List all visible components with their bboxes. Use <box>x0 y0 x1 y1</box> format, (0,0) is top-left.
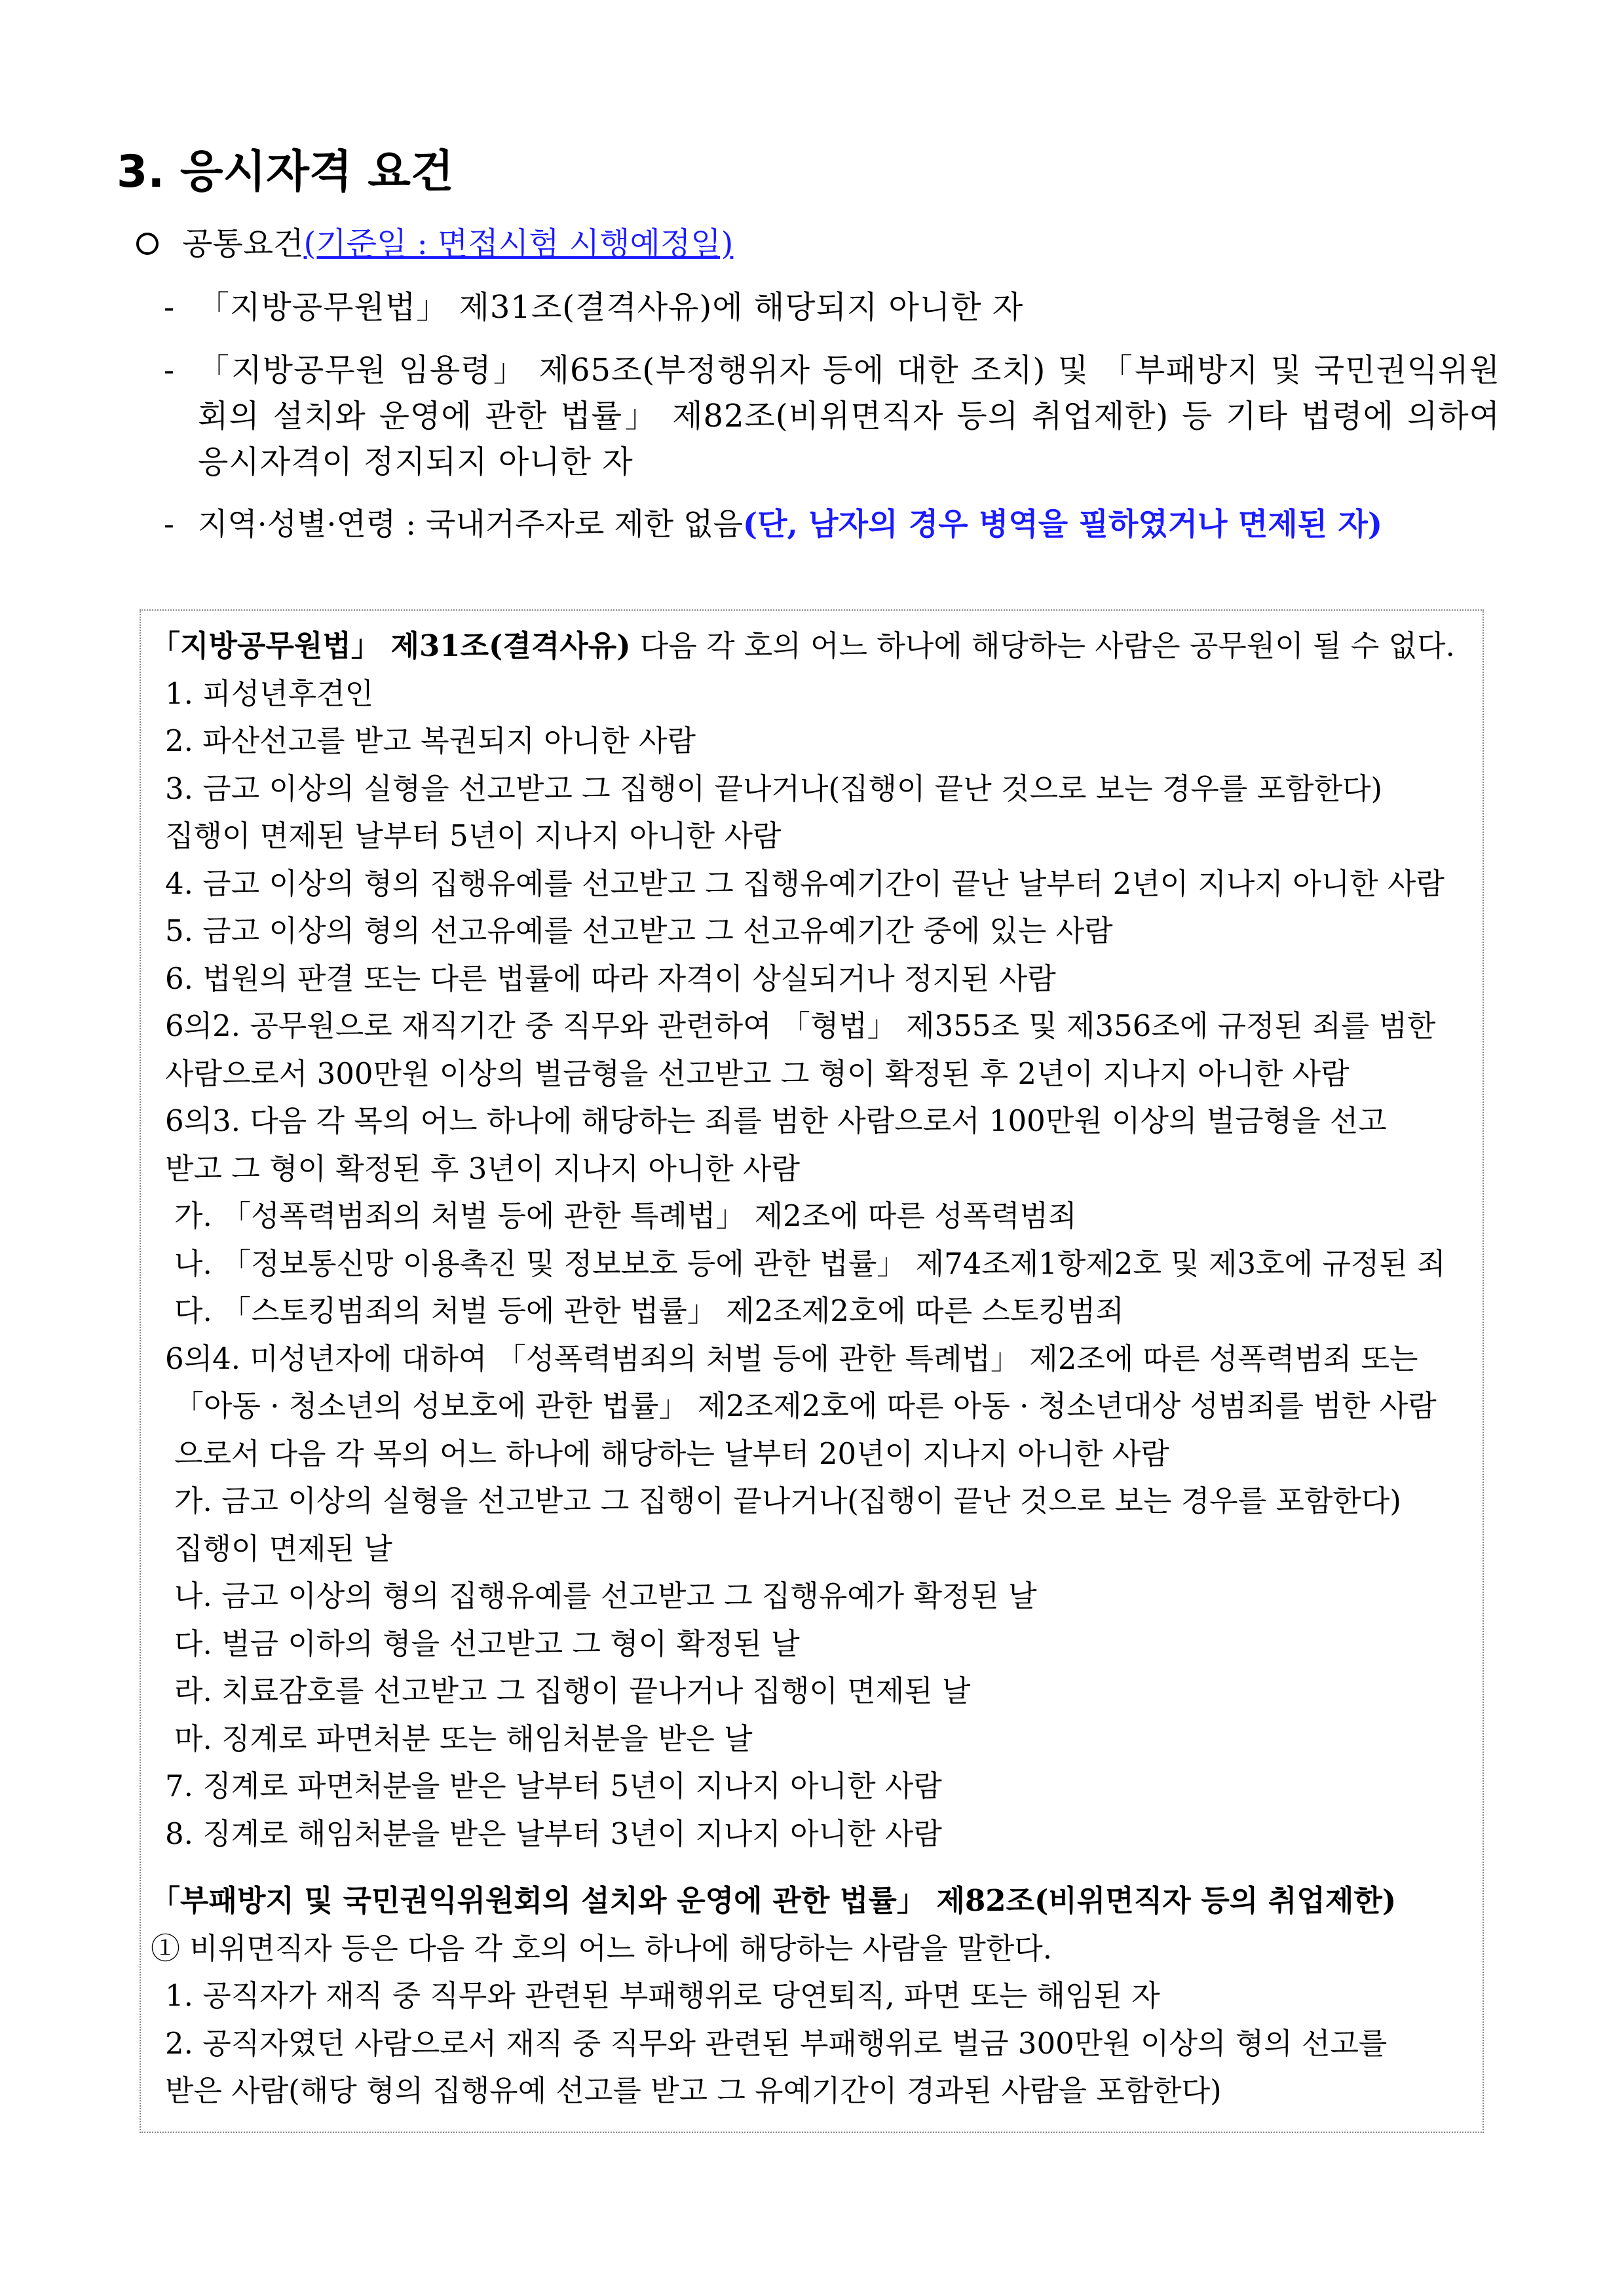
circle-bullet-icon <box>136 233 159 255</box>
article31-line: 다. 벌금 이하의 형을 선고받고 그 형이 확정된 날 <box>174 1626 800 1661</box>
article31-line: 「아동 · 청소년의 성보호에 관한 법률」 제2조제2호에 따른 아동 · 청소년대상 성범죄를 범한 사람 <box>174 1388 1437 1423</box>
article31-line: 마. 징계로 파면처분 또는 해임처분을 받은 날 <box>174 1721 753 1756</box>
requirements-list <box>157 284 1500 565</box>
article31-line: 3. 금고 이상의 실형을 선고받고 그 집행이 끝나거나(집행이 끝난 것으로 보는 경우를 포함한다) <box>165 771 1383 806</box>
dash-bullet: - <box>164 507 174 543</box>
article82-line: ① 비위면직자 등은 다음 각 호의 어느 하나에 해당하는 사람을 말한다. <box>151 1930 1053 1966</box>
article31-line: 6의3. 다음 각 목의 어느 하나에 해당하는 죄를 범한 사람으로서 100만원 이상의 벌금형을 선고 <box>165 1103 1387 1138</box>
article31-line: 받고 그 형이 확정된 후 3년이 지나지 아니한 사람 <box>165 1151 800 1186</box>
dash-bullet: - <box>164 352 176 389</box>
requirement-item <box>157 347 1500 485</box>
article31-line: 6의4. 미성년자에 대하여 「성폭력범죄의 처벌 등에 관한 특례법」 제2조에 따른 성폭력범죄 또는 <box>165 1341 1418 1376</box>
article31-intro: 다음 각 호의 어느 하나에 해당하는 사람은 공무원이 될 수 없다. <box>630 628 1455 663</box>
article31-line: 나. 「정보통신망 이용촉진 및 정보보호 등에 관한 법률」 제74조제1항제2호 및 제3호에 규정된 죄 <box>174 1246 1446 1281</box>
requirement-emphasis: (단, 남자의 경우 병역을 필하였거나 면제된 자) <box>742 507 1383 543</box>
article82-line: 2. 공직자였던 사람으로서 재직 중 직무와 관련된 부패행위로 벌금 300만원 이상의 형의 선고를 <box>165 2025 1388 2061</box>
article31-line: 1. 피성년후견인 <box>165 676 374 711</box>
article31-line: 다. 「스토킹범죄의 처벌 등에 관한 법률」 제2조제2호에 따른 스토킹범죄 <box>174 1293 1124 1328</box>
article82-line: 받은 사람(해당 형의 집행유예 선고를 받고 그 유예기간이 경과된 사람을 포함한다) <box>165 2073 1222 2108</box>
article31-line: 으로서 다음 각 목의 어느 하나에 해당하는 날부터 20년이 지나지 아니한 사람 <box>174 1436 1169 1471</box>
article31-line: 가. 「성폭력범죄의 처벌 등에 관한 특례법」 제2조에 따른 성폭력범죄 <box>174 1198 1077 1233</box>
common-requirements-heading <box>136 218 733 270</box>
requirement-item <box>157 502 1500 548</box>
basis-date-note: (기준일 : 면접시험 시행예정일) <box>303 225 734 262</box>
article82-title: 「부패방지 및 국민권익위원회의 설치와 운영에 관한 법률」 제82조(비위면직자 등의 취업제한) <box>151 1883 1397 1918</box>
article31-line: 4. 금고 이상의 형의 집행유예를 선고받고 그 집행유예기간이 끝난 날부터 2년이 지나지 아니한 사람 <box>165 866 1445 901</box>
article31-line: 라. 치료감호를 선고받고 그 집행이 끝나거나 집행이 면제된 날 <box>174 1674 971 1708</box>
section-title: 3. 응시자격 요건 <box>117 146 454 198</box>
article82-heading <box>151 1877 1464 1925</box>
article31-line: 6의2. 공무원으로 재직기간 중 직무와 관련하여 「형법」 제355조 및 제356조에 규정된 죄를 범한 <box>165 1008 1436 1043</box>
requirement-text: 「지방공무원 임용령」 제65조(부정행위자 등에 대한 조치) 및 「부패방지 및 국민권익위원회의 설치와 운영에 관한 법률」 제82조(비위면직자 등의 취업제한) 등 기타 법령에 의하여 응시자격이 정지되지 아니한 자 <box>198 352 1500 480</box>
requirement-text: 「지방공무원법」 제31조(결격사유)에 해당되지 아니한 자 <box>198 289 1024 326</box>
requirement-text: 지역·성별·연령 : 국내거주자로 제한 없음 <box>198 507 743 543</box>
article31-line: 2. 파산선고를 받고 복권되지 아니한 사람 <box>165 723 696 758</box>
article31-line: 사람으로서 300만원 이상의 벌금형을 선고받고 그 형이 확정된 후 2년이 지나지 아니한 사람 <box>165 1056 1350 1091</box>
common-label: 공통요건 <box>182 225 304 262</box>
article31-line: 집행이 면제된 날부터 5년이 지나지 아니한 사람 <box>165 818 782 853</box>
dash-bullet: - <box>164 289 176 326</box>
spacer <box>151 1858 1464 1877</box>
article82-line: 1. 공직자가 재직 중 직무와 관련된 부패행위로 당연퇴직, 파면 또는 해임된 자 <box>165 1978 1160 2013</box>
article31-line: 8. 징계로 해임처분을 받은 날부터 3년이 지나지 아니한 사람 <box>165 1816 942 1851</box>
requirement-item <box>157 284 1500 330</box>
article31-heading <box>151 622 1464 670</box>
article31-line: 집행이 면제된 날 <box>174 1531 392 1566</box>
article31-line: 5. 금고 이상의 형의 선고유예를 선고받고 그 선고유예기간 중에 있는 사람 <box>165 913 1113 948</box>
article31-title: 「지방공무원법」 제31조(결격사유) <box>151 628 631 663</box>
article31-line: 7. 징계로 파면처분을 받은 날부터 5년이 지나지 아니한 사람 <box>165 1769 942 1803</box>
article31-line: 나. 금고 이상의 형의 집행유예를 선고받고 그 집행유예가 확정된 날 <box>174 1578 1037 1613</box>
article31-line: 6. 법원의 판결 또는 다른 법률에 따라 자격이 상실되거나 정지된 사람 <box>165 961 1056 996</box>
article31-line: 가. 금고 이상의 실형을 선고받고 그 집행이 끝나거나(집행이 끝난 것으로 보는 경우를 포함한다) <box>174 1483 1401 1518</box>
law-reference-box <box>140 609 1484 2133</box>
